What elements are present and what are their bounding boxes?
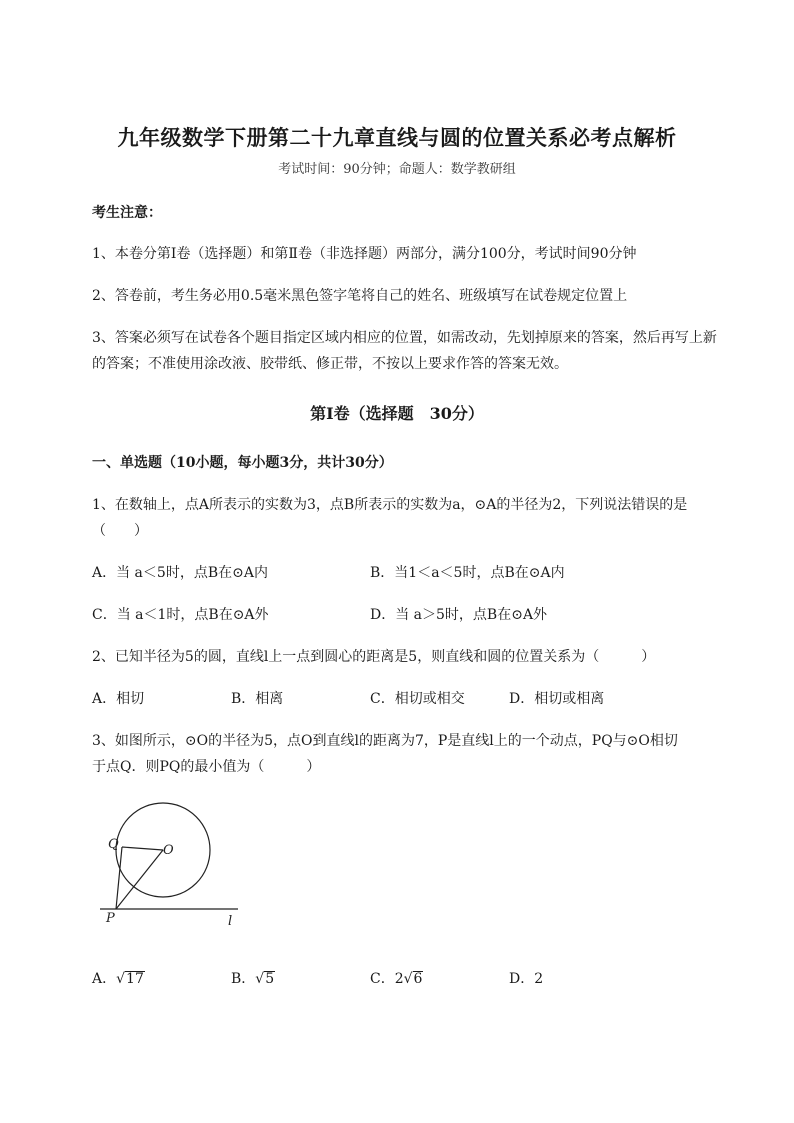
exam-meta: 考试时间：90分钟；命题人：数学教研组 (278, 162, 516, 177)
q3-stem-line-2: 于点Q．则PQ的最小值为（ ） (92, 759, 321, 775)
q3-option-c (370, 968, 423, 988)
q2-stem: 2、已知半径为5的圆，直线l上一点到圆心的距离是5，则直线和圆的位置关系为（ ） (92, 649, 656, 665)
q2-option-d: D．相切或相离 (509, 691, 605, 707)
q1-option-a: A．当 a＜5时，点B在⊙A内 (92, 565, 268, 581)
q2-option-a: A．相切 (92, 691, 145, 707)
q1-stem-line-1: 1、在数轴上，点A所表示的实数为3，点B所表示的实数为a，⊙A的半径为2，下列说法错误的是 (92, 497, 688, 513)
label-q: Q (108, 837, 119, 852)
q3-option-c-prefix: C．2 (370, 971, 404, 987)
notice-item-3-line-1: 3、答案必须写在试卷各个题目指定区域内相应的位置，如需改动，先划掉原来的答案，然后再写上新 (92, 330, 717, 346)
part-heading: 一、单选题（10小题，每小题3分，共计30分） (92, 455, 393, 471)
q3-option-b-prefix: B． (231, 971, 256, 987)
sqrt-sign: √ (116, 971, 126, 987)
label-l: l (228, 914, 233, 929)
q3-option-b (231, 968, 275, 988)
q3-option-b-radicand: 5 (265, 971, 275, 987)
sqrt-sign: √ (403, 971, 413, 987)
q3-option-d: D．2 (509, 971, 544, 987)
q3-stem-line-1: 3、如图所示，⊙O的半径为5，点O到直线l的距离为7，P是直线l上的一个动点，PQ与⊙O相切 (92, 733, 678, 749)
q3-option-c-radicand: 6 (413, 971, 423, 987)
q2-option-c: C．相切或相交 (370, 691, 465, 707)
q3-option-a-radicand: 17 (126, 971, 144, 987)
notice-item-3-line-2: 的答案；不准使用涂改液、胶带纸、修正带，不按以上要求作答的答案无效。 (92, 356, 568, 372)
q2-option-b: B．相离 (231, 691, 284, 707)
page-title: 九年级数学下册第二十九章直线与圆的位置关系必考点解析 (117, 125, 677, 150)
notice-item-2: 2、答卷前，考生务必用0.5毫米黑色签字笔将自己的姓名、班级填写在试卷规定位置上 (92, 288, 628, 304)
notice-heading: 考生注意： (92, 205, 162, 221)
q3-option-a-prefix: A． (92, 971, 117, 987)
q1-stem-line-2: （ ） (92, 523, 148, 539)
q1-option-c: C．当 a＜1时，点B在⊙A外 (92, 607, 269, 623)
label-o: O (163, 843, 174, 858)
label-p: P (106, 911, 115, 926)
section-title: 第Ⅰ卷（选择题 30分） (310, 404, 484, 423)
notice-item-1: 1、本卷分第Ⅰ卷（选择题）和第Ⅱ卷（非选择题）两部分，满分100分，考试时间90分钟 (92, 246, 637, 262)
q1-option-b: B．当1＜a＜5时，点B在⊙A内 (370, 565, 565, 581)
segment-po (116, 850, 163, 909)
sqrt-sign: √ (255, 971, 265, 987)
segment-qo (122, 847, 163, 850)
q1-option-d: D．当 a＞5时，点B在⊙A外 (370, 607, 548, 623)
q3-option-a (92, 968, 145, 988)
